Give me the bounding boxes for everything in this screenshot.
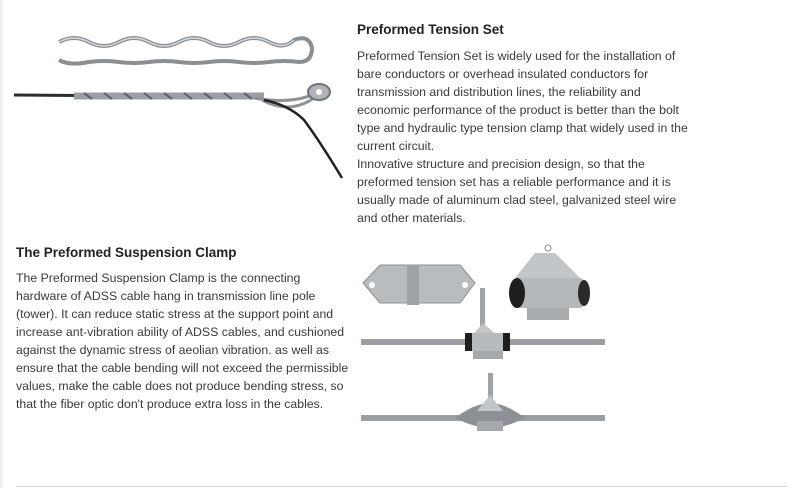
text-line: Preformed Tension Set is widely used for the installation of (357, 49, 676, 63)
suspension-clamp-description (16, 269, 348, 413)
text-line: transmission and distribution lines, the reliability and (357, 85, 641, 99)
text-line: preformed tension set has a reliable performance and it is (357, 175, 671, 189)
text-line: The Preformed Suspension Clamp is the connecting (16, 271, 301, 285)
text-line: Innovative structure and precision design, so that the (357, 157, 645, 171)
tension-set-image (14, 20, 349, 185)
text-line: bare conductors or overhead insulated conductors for (357, 67, 649, 81)
suspension-clamp-image (355, 243, 605, 433)
text-line: current circuit. (357, 139, 435, 153)
text-line: and other materials. (357, 211, 466, 225)
tension-set-title: Preformed Tension Set (357, 22, 504, 37)
text-line: against the dynamic stress of aeolian vibration. as well as (16, 343, 330, 357)
section-divider (16, 486, 788, 487)
text-line: type and hydraulic type tension clamp that widely used in the (357, 121, 688, 135)
text-line: increase ant-vibration ability of ADSS cables, and cushioned (16, 325, 345, 339)
text-line: values, make the cable does not produce bending stress, so (16, 379, 344, 393)
tension-set-description (357, 47, 688, 227)
text-line: (tower). It can reduce static stress at the support point and (16, 307, 334, 321)
text-line: ensure that the cable bending will not exceed the permissible (16, 361, 349, 375)
text-line: economic performance of the product is better than the bolt (357, 103, 679, 117)
text-line: usually made of aluminum clad steel, galvanized steel wire (357, 193, 677, 207)
text-line: hardware of ADSS cable hang in transmission line pole (16, 289, 316, 303)
left-border (0, 0, 3, 488)
text-line: that the fiber optic don't produce extra loss in the cables. (16, 397, 324, 411)
suspension-clamp-title: The Preformed Suspension Clamp (16, 245, 237, 260)
